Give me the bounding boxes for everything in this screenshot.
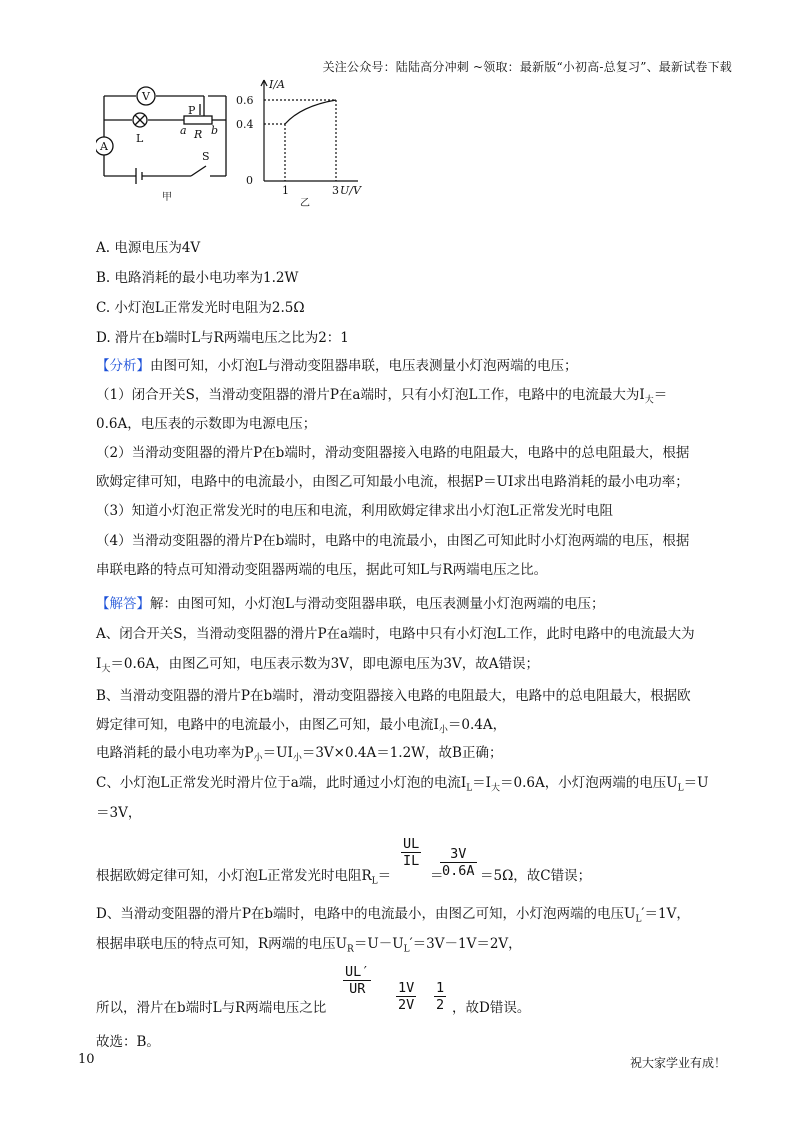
solution-d: D、当滑动变阻器的滑片P在b端时，电路中的电流最小，由图乙可知，小灯泡两端的电压$U_L'=1V$，: [96, 906, 690, 925]
analysis-intro: 【分析】由图可知，小灯泡L与滑动变阻器串联，电压表测量小灯泡两端的电压；: [96, 358, 578, 374]
solution-tag: 【解答】: [96, 596, 150, 612]
ammeter-label: A: [100, 140, 108, 153]
circuit-diagram: [96, 87, 226, 184]
circuit-caption: 甲: [162, 192, 172, 203]
fraction-3v-over-06a: $\frac{3V}{0.6A}$: [442, 846, 475, 879]
solution-a-cont: $I_大=0.6A$，由图乙可知，电压表示数为3V，即电源电压为3V，故A错误；: [96, 656, 540, 675]
end-a-label: a: [180, 124, 187, 137]
solution-d-cont: 根据串联电压的特点可知，R两端的电压$U_R=U-U_L'=3V-1V=2V$，: [96, 936, 522, 955]
xtick-3: 3: [332, 184, 339, 197]
ytick-0-4: 0.4: [236, 118, 254, 131]
rheostat-label: R: [194, 128, 203, 141]
graph-caption: 乙: [300, 198, 310, 209]
iu-graph: [261, 80, 358, 181]
formula-result-d: ，故D错误。: [452, 1000, 531, 1016]
solution-a: A、闭合开关S，当滑动变阻器的滑片P在a端时，电路中只有小灯泡L工作，此时电路中的电流最大为: [96, 626, 695, 642]
analysis-p4: （4）当滑动变阻器的滑片P在b端时，电路中的电流最小，由图乙可知此时小灯泡两端的电压，根据: [96, 533, 690, 549]
xtick-1: 1: [282, 184, 289, 197]
solution-d-formula: 所以，滑片在b端时L与R两端电压之比: [96, 1000, 327, 1016]
fraction-ul-over-ur: $\frac{UL'}{UR}$: [345, 964, 370, 997]
option-c: C. 小灯泡L正常发光时电阻为2.5Ω: [96, 300, 305, 316]
fraction-1-over-2: $\frac{1}{2}$: [436, 980, 445, 1013]
analysis-p4-cont: 串联电路的特点可知滑动变阻器两端的电压，据此可知L与R两端电压之比。: [96, 562, 548, 578]
solution-c-formula: 根据欧姆定律可知，小灯泡L正常发光时电阻$R_L=$: [96, 868, 392, 887]
end-b-label: b: [211, 124, 219, 137]
analysis-tag: 【分析】: [96, 358, 150, 374]
graph-ylabel: I/A: [269, 78, 285, 91]
option-a: A. 电源电压为4V: [96, 240, 201, 256]
ytick-0-6: 0.6: [236, 94, 254, 107]
option-b: B. 电路消耗的最小电功率为1.2W: [96, 270, 299, 286]
final-choice: 故选：B。: [96, 1034, 160, 1050]
page-header: 关注公众号：陆陆高分冲刺 ~领取：最新版“小初高-总复习”、最新试卷下载: [322, 60, 732, 74]
switch-label: S: [202, 150, 210, 163]
footer-slogan: 祝大家学业有成！: [629, 1056, 726, 1070]
solution-b-power: 电路消耗的最小电功率为$P_小=UI_小=3V\times 0.4A=1.2W$，故B正确；: [96, 745, 503, 764]
analysis-p1: （1）闭合开关S，当滑动变阻器的滑片P在a端时，只有小灯泡L工作，电路中的电流最大为$I_大=$: [96, 387, 668, 406]
slider-label: P: [188, 104, 196, 117]
analysis-p2: （2）当滑动变阻器的滑片P在b端时，滑动变阻器接入电路的电阻最大，电路中的总电阻最大，根据: [96, 445, 690, 461]
problem-figure: [96, 76, 386, 211]
lamp-label: L: [136, 132, 144, 145]
formula-equals: ＝: [430, 868, 444, 884]
analysis-p1-cont: 0.6A，电压表的示数即为电源电压；: [96, 416, 317, 432]
graph-origin: 0: [246, 174, 253, 187]
fraction-ul-over-il: $\frac{UL}{IL}$: [403, 836, 420, 869]
analysis-p3: （3）知道小灯泡正常发光时的电压和电流，利用欧姆定律求出小灯泡L正常发光时电阻: [96, 503, 614, 519]
graph-xlabel: U/V: [340, 184, 361, 197]
page-number: 10: [78, 1052, 95, 1067]
solution-intro: 【解答】解：由图可知，小灯泡L与滑动变阻器串联，电压表测量小灯泡两端的电压；: [96, 596, 605, 612]
iu-curve: [285, 100, 336, 124]
option-d: D. 滑片在b端时L与R两端电压之比为2：1: [96, 330, 349, 346]
solution-c-cont: ＝3V，: [96, 805, 142, 821]
voltmeter-label: V: [142, 90, 150, 103]
solution-b-cont: 姆定律可知，电路中的电流最小，由图乙可知，最小电流$I_小=0.4A$，: [96, 717, 507, 736]
formula-result-c: ＝5Ω，故C错误；: [480, 868, 592, 884]
fraction-1v-over-2v: $\frac{1V}{2V}$: [398, 980, 415, 1013]
solution-b: B、当滑动变阻器的滑片P在b端时，滑动变阻器接入电路的电阻最大，电路中的总电阻最大，根据欧: [96, 688, 691, 704]
analysis-p2-cont: 欧姆定律可知，电路中的电流最小，由图乙可知最小电流，根据P＝UI求出电路消耗的最小电功率；: [96, 474, 689, 490]
solution-c: C、小灯泡L正常发光时滑片位于a端，此时通过小灯泡的电流$I_L=I_大=0.6A$，小灯泡两端的电压$U_L=U$: [96, 775, 709, 794]
